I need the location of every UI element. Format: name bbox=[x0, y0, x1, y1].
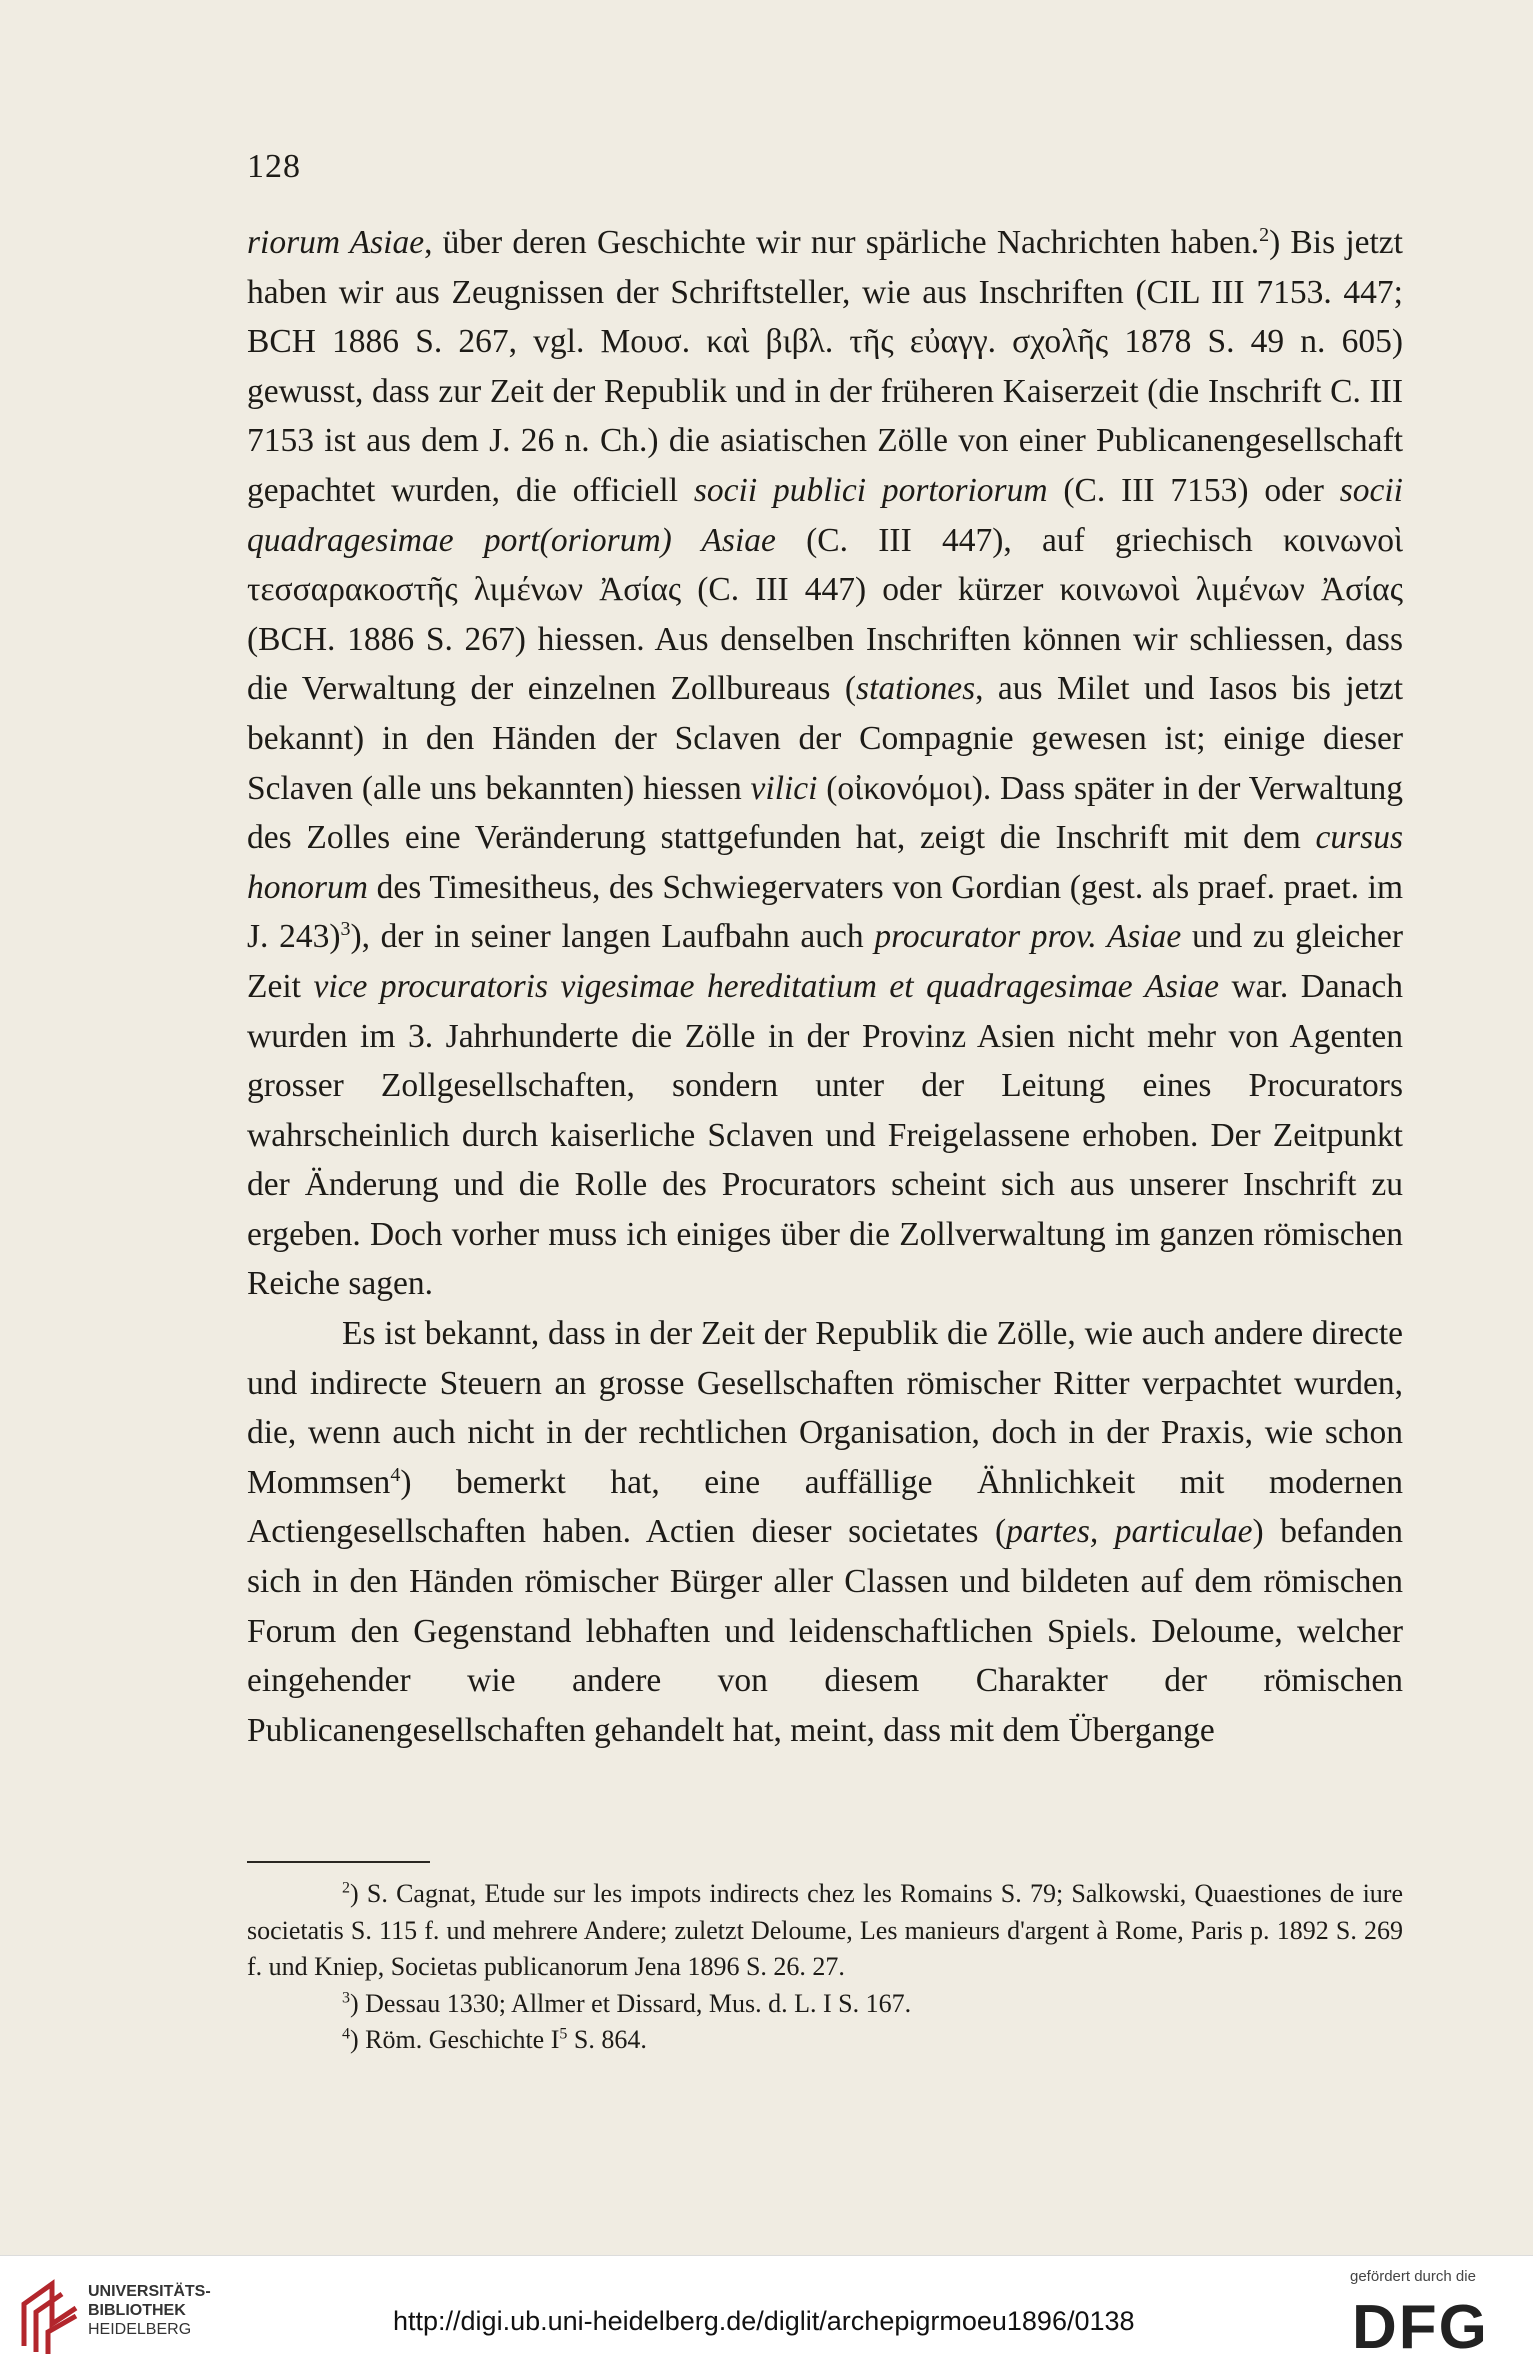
digitization-footer bbox=[0, 2255, 1533, 2373]
library-name-line-1: UNIVERSITÄTS- bbox=[88, 2283, 211, 2300]
italic-term: cursus honorum bbox=[247, 819, 1403, 906]
paragraph-2 bbox=[247, 1309, 1403, 1755]
italic-term: vilici bbox=[750, 769, 818, 807]
text-run: , über deren Geschichte wir nur spärliche Nachrichten haben. bbox=[424, 224, 1260, 261]
italic-term: vice procuratoris vigesimae hereditatium et quadragesimae Asiae bbox=[313, 967, 1219, 1005]
permalink-url[interactable]: http://digi.ub.uni-heidelberg.de/diglit/archepigrmoeu1896/0138 bbox=[393, 2306, 1135, 2336]
library-name-line-2: BIBLIOTHEK bbox=[88, 2302, 186, 2319]
text-run: ) S. Cagnat, Etude sur les impots indirects chez les Romains S. 79; Salkowski, Quaestiones de iure societatis S. 115 f. und mehrere Andere; zuletzt Deloume, Les manieurs d'argent à Rome, Paris p. 1892 S. 269 f. und Kniep, Societas publicanorum Jena 1896 S. 26. 27. bbox=[247, 1879, 1403, 1981]
italic-term: stationes bbox=[856, 670, 976, 708]
footnote-3 bbox=[247, 1986, 1403, 2023]
text-run: , aus Milet und Iasos bis jetzt bekannt) in den Händen der Sclaven der Compagnie gewesen ist; einige dieser Sclaven (alle uns bekannten) hiessen bbox=[247, 670, 1404, 807]
text-run: und zu gleicher Zeit bbox=[247, 918, 1404, 1005]
footnote-marker: 2 bbox=[1259, 223, 1270, 246]
footnote-marker: 3 bbox=[340, 918, 351, 941]
library-name-line-3: HEIDELBERG bbox=[88, 2321, 192, 2338]
paragraph-1 bbox=[247, 218, 1403, 1309]
italic-term: partes, particulae bbox=[1006, 1513, 1253, 1551]
text-run: des Timesitheus, des Schwiegervaters von Gordian (gest. als praef. praet. im J. 243) bbox=[247, 868, 1403, 956]
footnote-marker: 5 bbox=[559, 2025, 568, 2043]
footnote-marker: 4 bbox=[390, 1463, 401, 1486]
dfg-logo-text: DFG bbox=[1352, 2293, 1489, 2356]
text-run: ) bemerkt hat, eine auffällige Ähnlichkeit mit modernen Actiengesellschaften haben. Actien dieser societates ( bbox=[247, 1463, 1403, 1551]
text-run: (C. III 447), auf griechisch κοινωνοὶ τεσσαρακοστῆς λιμένων Ἀσίας (C. III 447) oder kürzer κοινωνοὶ λιμένων Ἀσίας (BCH. 1886 S. 267) hiessen. Aus denselben Inschriften können wir schliessen, dass die Verwaltung der einzelnen Zollbureaus ( bbox=[247, 521, 1403, 708]
main-text bbox=[247, 218, 1403, 1755]
footnote-marker: 2 bbox=[342, 1879, 350, 1897]
footnote-4 bbox=[247, 2022, 1403, 2059]
library-name bbox=[88, 2282, 211, 2339]
text-run: ), der in seiner langen Laufbahn auch bbox=[350, 918, 875, 956]
footnote-2 bbox=[247, 1876, 1403, 1986]
sponsor-label: gefördert durch die bbox=[1350, 2268, 1476, 2285]
italic-term: socii quadragesimae port(oriorum) Asiae bbox=[247, 471, 1403, 559]
university-library-logo-icon bbox=[18, 2276, 82, 2356]
text-run: ) Röm. Geschichte I bbox=[350, 2025, 560, 2054]
footnotes bbox=[247, 1876, 1403, 2059]
text-run: ) befanden sich in den Händen römischer Bürger aller Classen und bildeten auf dem römischen Forum den Gegenstand lebhaften und leidenschaftlichen Spiels. Deloume, welcher eingehender wie andere von diesem Charakter der römischen Publicanengesellschaften gehandelt hat, meint, dass mit dem Übergange bbox=[247, 1513, 1404, 1749]
page-number: 128 bbox=[247, 148, 301, 185]
text-run: S. 864. bbox=[567, 2025, 647, 2054]
text-run: (C. III 7153) oder bbox=[1047, 471, 1340, 509]
footnote-marker: 3 bbox=[342, 1988, 350, 2006]
dfg-logo-icon bbox=[1352, 2292, 1512, 2356]
text-run: Es ist bekannt, dass in der Zeit der Republik die Zölle, wie auch andere directe und indirecte Steuern an grosse Gesellschaften römischer Ritter verpachtet wurden, die, wenn auch nicht in der rechtlichen Organisation, doch in der Praxis, wie schon Mommsen bbox=[247, 1315, 1403, 1501]
italic-term: socii publici portoriorum bbox=[693, 471, 1048, 509]
text-run: ) Bis jetzt haben wir aus Zeugnissen der Schriftsteller, wie aus Inschriften (CIL III 7153. 447; BCH 1886 S. 267, vgl. Μουσ. καὶ βιβλ. τῆς εὐαγγ. σχολῆς 1878 S. 49 n. 605) gewusst, dass zur Zeit der Republik und in der früheren Kaiserzeit (die Inschrift C. III 7153 ist aus dem J. 26 n. Ch.) die asiatischen Zölle von einer Publicanengesellschaft gepachtet wurden, die officiell bbox=[247, 224, 1403, 509]
footnote-divider bbox=[247, 1861, 430, 1863]
text-run: ) Dessau 1330; Allmer et Dissard, Mus. d. L. I S. 167. bbox=[350, 1988, 912, 2018]
footnote-marker: 4 bbox=[342, 2025, 350, 2043]
text-run: (οἰκονόμοι). Dass später in der Verwaltung des Zolles eine Veränderung stattgefunden hat, zeigt die Inschrift mit dem bbox=[247, 769, 1404, 857]
italic-term: procurator prov. Asiae bbox=[874, 918, 1182, 956]
text-run: war. Danach wurden im 3. Jahrhunderte die Zölle in der Provinz Asien nicht mehr von Agenten grosser Zollgesellschaften, sondern unter der Leitung eines Procurators wahrscheinlich durch kaiserliche Sclaven und Freigelassene erhoben. Der Zeitpunkt der Änderung und die Rolle des Procurators scheint sich aus unserer Inschrift zu ergeben. Doch vorher muss ich einiges über die Zollverwaltung im ganzen römischen Reiche sagen. bbox=[247, 967, 1404, 1303]
italic-term: riorum Asiae bbox=[247, 224, 425, 261]
